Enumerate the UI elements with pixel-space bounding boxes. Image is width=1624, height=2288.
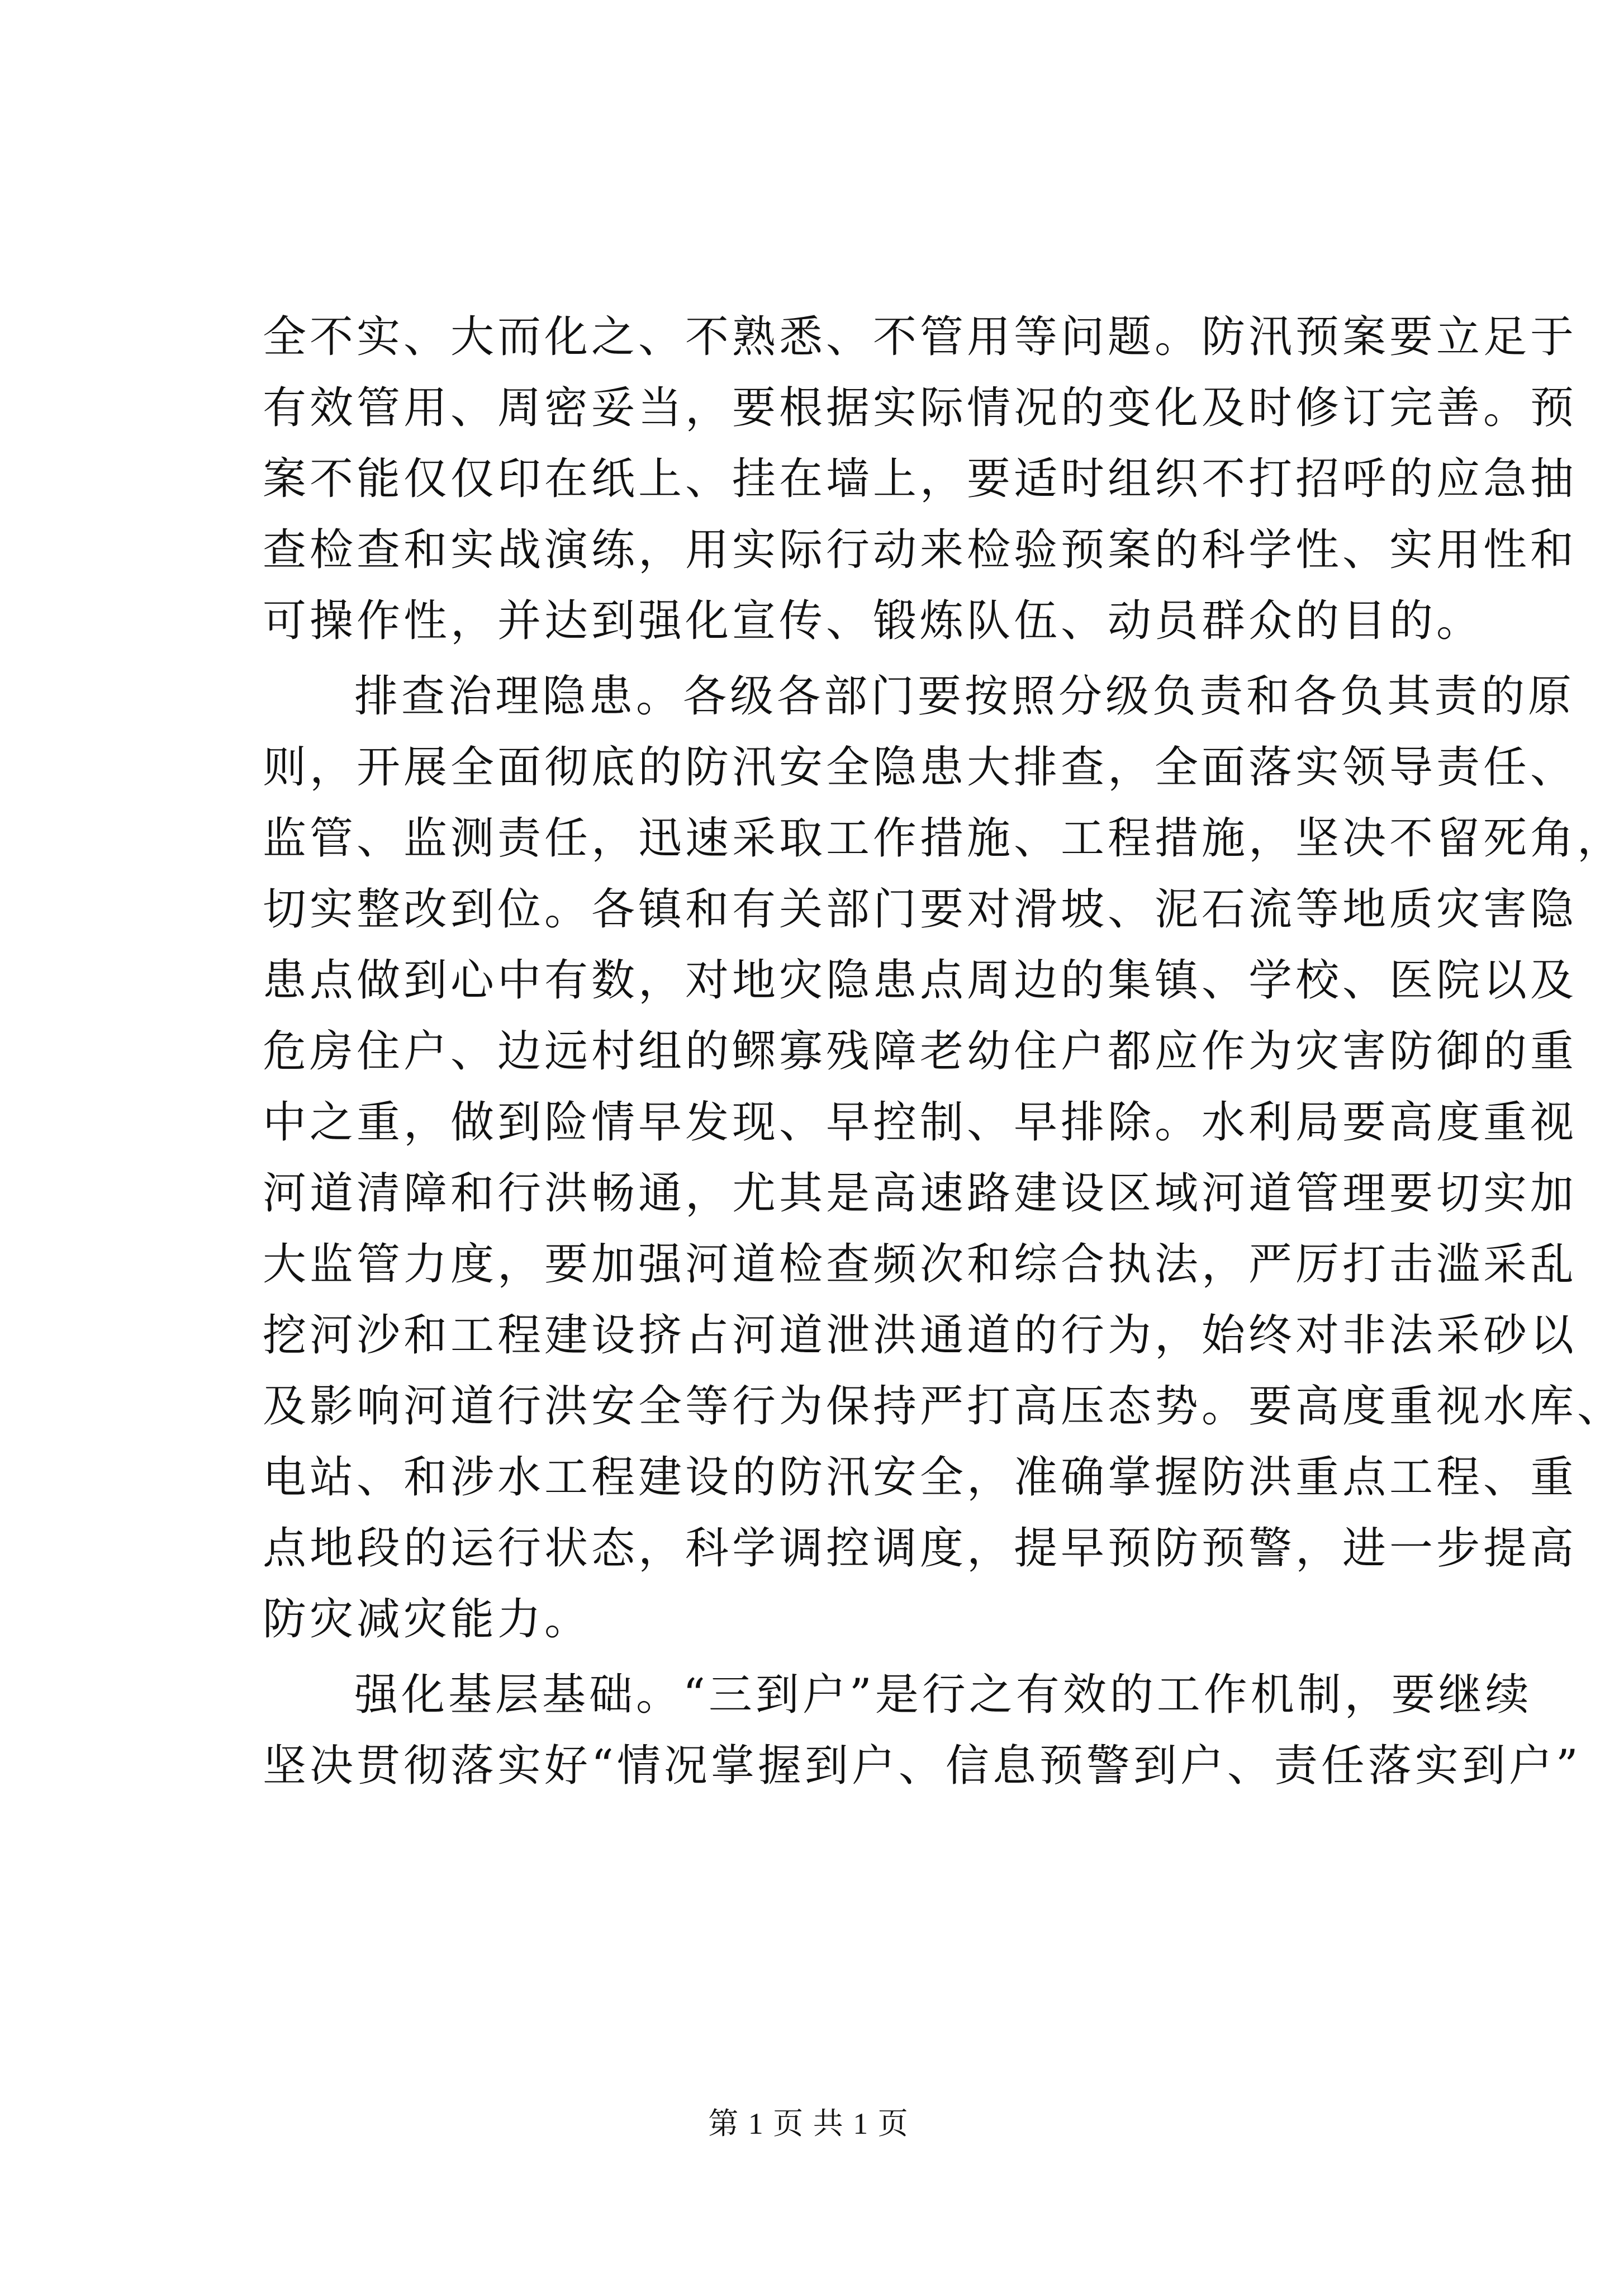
text-line: 案不能仅仅印在纸上、挂在墙上，要适时组织不打招呼的应急抽	[263, 454, 1578, 504]
text-line: 查检查和实战演练，用实际行动来检验预案的科学性、实用性和	[263, 525, 1578, 575]
text-line: 全不实、大而化之、不熟悉、不管用等问题。防汛预案要立足于	[263, 312, 1578, 362]
text-line: 防灾减灾能力。	[263, 1594, 592, 1645]
text-line: 挖河沙和工程建设挤占河道泄洪通道的行为，始终对非法采砂以	[263, 1310, 1578, 1361]
paragraph-first-line: 强化基层基础。“三到户”是行之有效的工作机制，要继续	[354, 1670, 1532, 1720]
text-line: 大监管力度，要加强河道检查频次和综合执法，严厉打击滥采乱	[263, 1239, 1578, 1290]
text-line: 监管、监测责任，迅速采取工作措施、工程措施，坚决不留死角，	[263, 813, 1624, 864]
text-line: 中之重，做到险情早发现、早控制、早排除。水利局要高度重视	[263, 1097, 1578, 1148]
text-line: 可操作性，并达到强化宣传、锻炼队伍、动员群众的目的。	[263, 596, 1484, 646]
text-line: 电站、和涉水工程建设的防汛安全，准确掌握防洪重点工程、重	[263, 1452, 1578, 1503]
page-number-footer: 第 1 页 共 1 页	[708, 2107, 909, 2140]
text-line: 及影响河道行洪安全等行为保持严打高压态势。要高度重视水库、	[263, 1381, 1624, 1432]
text-line: 患点做到心中有数，对地灾隐患点周边的集镇、学校、医院以及	[263, 955, 1578, 1006]
text-line: 则，开展全面彻底的防汛安全隐患大排查，全面落实领导责任、	[263, 742, 1578, 793]
text-line: 切实整改到位。各镇和有关部门要对滑坡、泥石流等地质灾害隐	[263, 884, 1578, 935]
text-line: 危房住户、边远村组的鳏寡残障老幼住户都应作为灾害防御的重	[263, 1026, 1578, 1077]
text-line: 有效管用、周密妥当，要根据实际情况的变化及时修订完善。预	[263, 383, 1578, 433]
paragraph-first-line: 排查治理隐患。各级各部门要按照分级负责和各负其责的原	[354, 671, 1575, 722]
text-line: 河道清障和行洪畅通，尤其是高速路建设区域河道管理要切实加	[263, 1168, 1578, 1219]
text-line: 坚决贯彻落实好“情况掌握到户、信息预警到户、责任落实到户”	[263, 1741, 1582, 1791]
text-line: 点地段的运行状态，科学调控调度，提早预防预警，进一步提高	[263, 1523, 1578, 1574]
document-body	[263, 302, 1624, 1802]
